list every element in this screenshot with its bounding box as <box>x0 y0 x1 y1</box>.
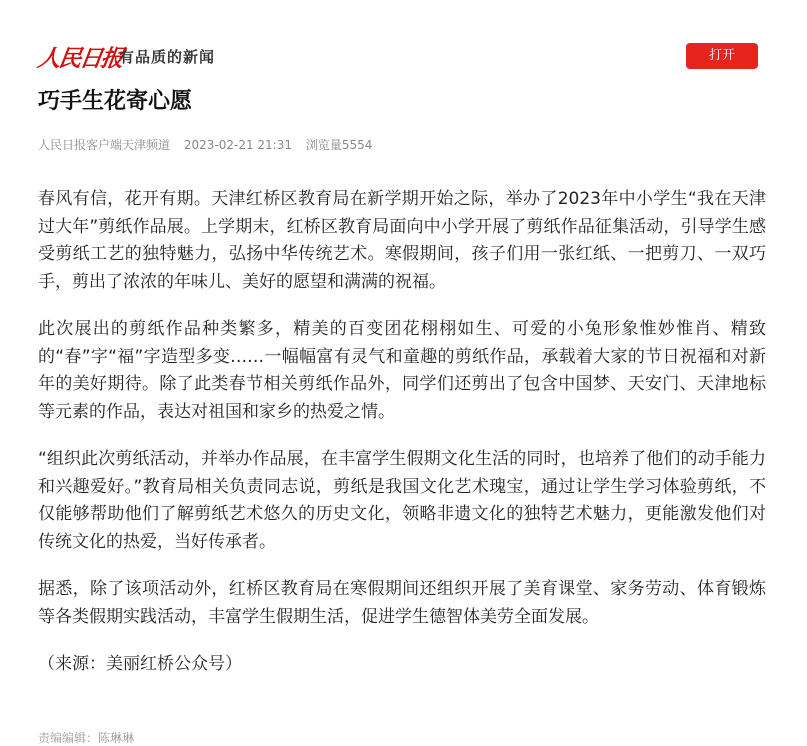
editor-credit: 责编编辑：陈琳琳 <box>38 731 135 745</box>
article-title: 巧手生花寄心愿 <box>38 89 193 114</box>
article-views: 浏览量5554 <box>305 138 373 152</box>
article-meta <box>38 136 382 153</box>
article-source: 人民日报客户端天津频道 <box>38 138 171 152</box>
source-note: （来源：美丽红桥公众号） <box>38 654 242 674</box>
paragraph: 此次展出的剪纸作品种类繁多，精美的百变团花栩栩如生、可爱的小兔形象惟妙惟肖、精致的“春”字“福”字造型多变……一幅幅富有灵气和童趣的剪纸作品，承载着大家的节日祝福和对新年的美好期待。除了此类春节相关剪纸作品外，同学们还剪出了包含中国梦、天安门、天津地标等元素的作品，表达对祖国和家乡的热爱之情。 <box>38 319 766 422</box>
paragraph: “组织此次剪纸活动，并举办作品展，在丰富学生假期文化生活的同时，也培养了他们的动手能力和兴趣爱好。”教育局相关负责同志说，剪纸是我国文化艺术瑰宝，通过让学生学习体验剪纸，不仅能够帮助他们了解剪纸艺术悠久的历史文化，领略非遗文化的独特艺术魅力，更能激发他们对传统文化的热爱，当好传承者。 <box>38 449 766 552</box>
article-datetime: 2023-02-21 21:31 <box>183 138 292 152</box>
paragraph: 据悉，除了该项活动外，红桥区教育局在寒假期间还组织开展了美育课堂、家务劳动、体育锻炼等各类假期实践活动，丰富学生假期生活，促进学生德智体美劳全面发展。 <box>38 579 766 627</box>
article-body <box>38 186 766 699</box>
paragraph: 春风有信，花开有期。天津红桥区教育局在新学期开始之际，举办了2023年中小学生“我在天津过大年”剪纸作品展。上学期末，红桥区教育局面向中小学开展了剪纸作品征集活动，引导学生感受剪纸工艺的独特魅力，弘扬中华传统艺术。寒假期间，孩子们用一张红纸、一把剪刀、一双巧手，剪出了浓浓的年味儿、美好的愿望和满满的祝福。 <box>38 189 766 292</box>
people-daily-logo: 人民日报 <box>35 45 124 72</box>
slogan: 有品质的新闻 <box>119 48 216 66</box>
header <box>0 0 807 80</box>
open-app-button[interactable]: 打开 <box>686 43 758 69</box>
